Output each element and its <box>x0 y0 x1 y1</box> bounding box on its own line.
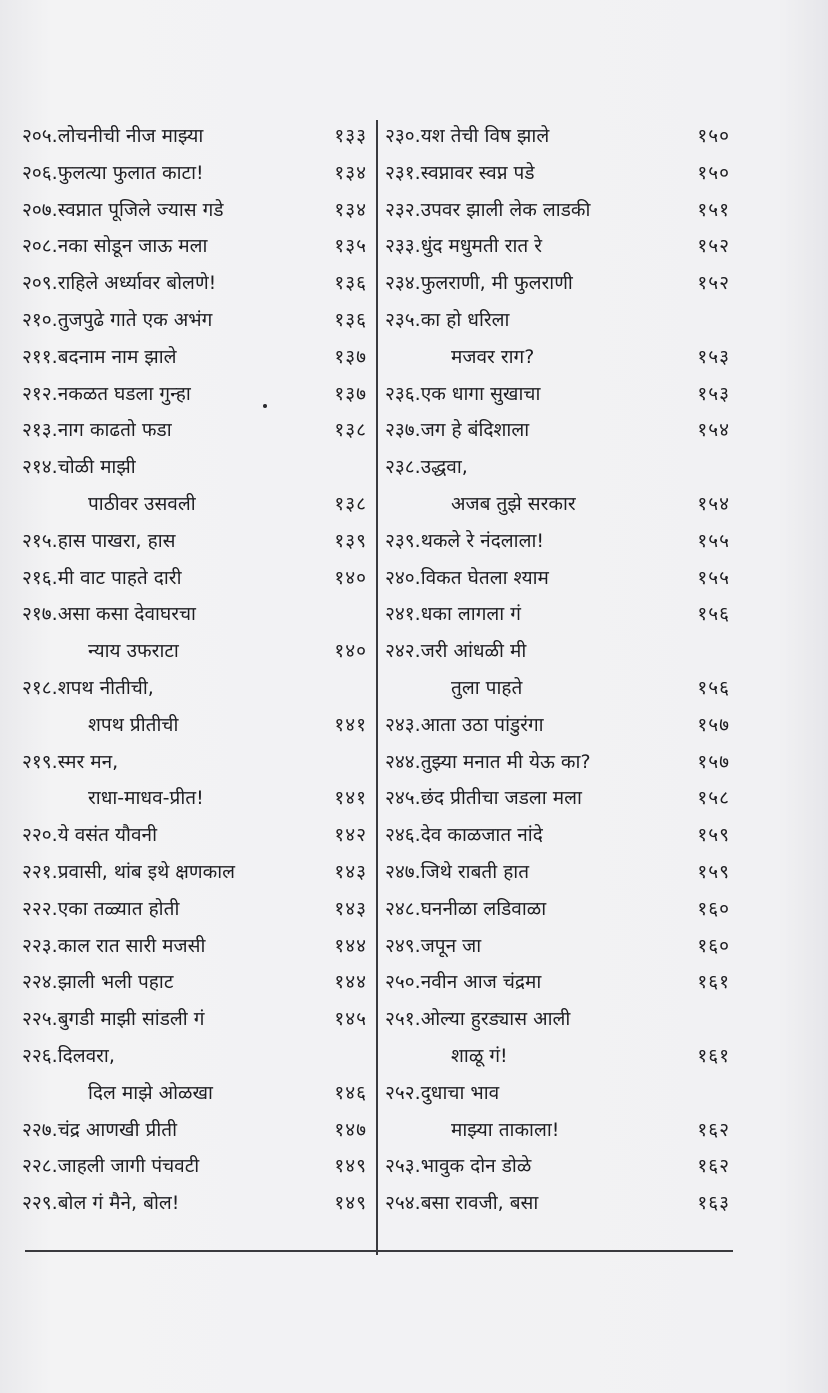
toc-entry-line <box>22 449 367 486</box>
toc-entry <box>22 1148 367 1185</box>
toc-entry-line <box>22 523 367 560</box>
entry-number: २५३. <box>385 1155 421 1178</box>
toc-entry-line <box>22 596 367 633</box>
entry-title: काल रात सारी मजसी <box>57 934 206 957</box>
page-number: १६० <box>697 897 730 920</box>
print-speck <box>263 404 267 408</box>
page-number: १५१ <box>697 198 730 221</box>
page-number: १६१ <box>697 971 730 994</box>
toc-entry-line <box>385 891 730 928</box>
toc-entry <box>385 192 730 229</box>
entry-title: यश तेची विष झाले <box>420 125 550 147</box>
toc-entry <box>385 412 730 449</box>
entry-title: थकले रे नंदलाला! <box>420 529 545 552</box>
toc-entry-line <box>22 560 367 597</box>
entry-number: २२६. <box>22 1044 58 1067</box>
toc-entry-line <box>385 964 730 1001</box>
entry-number: २३२. <box>385 198 421 221</box>
page-number: १४१ <box>334 787 367 810</box>
page-number: १५९ <box>697 824 730 847</box>
page-number: १५० <box>697 125 730 147</box>
toc-entry-line <box>385 596 730 633</box>
page-number: १५३ <box>697 382 730 405</box>
entry-title: धुंद मधुमती रात रे <box>420 235 543 258</box>
toc-entry-continuation <box>385 670 730 707</box>
entry-title: तुझ्या मनात मी येऊ का? <box>420 750 591 773</box>
entry-number: २३९. <box>385 529 421 552</box>
entry-number: २२३. <box>22 934 58 957</box>
entry-title: दिलवरा, <box>57 1044 115 1067</box>
page-number: १५० <box>697 161 730 184</box>
page-number: १५४ <box>697 492 730 515</box>
toc-entry <box>385 560 730 597</box>
page-number: १३६ <box>334 272 367 295</box>
toc-entry <box>22 192 367 229</box>
toc-entry-line <box>385 449 730 486</box>
entry-number: २१३. <box>22 419 58 442</box>
entry-number: २४०. <box>385 566 421 589</box>
page-number: १५६ <box>697 603 730 626</box>
toc-entry-line <box>22 265 367 302</box>
page-number: १५६ <box>697 676 730 699</box>
toc-entry-line <box>385 155 730 192</box>
toc-entry-continuation <box>385 1038 730 1075</box>
toc-entry-line <box>22 1148 367 1185</box>
page-number: १६२ <box>697 1155 730 1178</box>
entry-number: २२८. <box>22 1155 58 1178</box>
page-number: १३७ <box>334 345 367 368</box>
entry-number: २३३. <box>385 235 421 258</box>
toc-entry-line <box>22 817 367 854</box>
toc-entry <box>22 376 367 413</box>
entry-title: जिथे राबती हात <box>420 860 530 883</box>
entry-title: उपवर झाली लेक लाडकी <box>420 198 591 221</box>
page-number: १४१ <box>334 713 367 736</box>
entry-title: जरी आंधळी मी <box>420 640 527 663</box>
toc-entry <box>22 265 367 302</box>
toc-entry-continuation <box>22 486 367 523</box>
entry-title: विकत घेतला श्याम <box>420 566 549 589</box>
page-number: १५२ <box>697 272 730 295</box>
entry-number: २१७. <box>22 603 58 626</box>
page-number: १५५ <box>697 529 730 552</box>
entry-title: आता उठा पांडुरंगा <box>420 713 544 736</box>
toc-entry-line <box>385 1148 730 1185</box>
entry-number: २०७. <box>22 198 58 221</box>
entry-title: देव काळजात नांदे <box>420 824 543 847</box>
entry-title: तुला पाहते <box>451 676 523 699</box>
toc-entry-line <box>385 854 730 891</box>
entry-number: २३८. <box>385 456 421 479</box>
toc-entry-line <box>22 744 367 781</box>
toc-left-column <box>22 118 367 1222</box>
entry-number: २०६. <box>22 161 58 184</box>
page-number: १३८ <box>334 492 367 515</box>
toc-entry <box>385 854 730 891</box>
entry-number: २४३. <box>385 713 421 736</box>
entry-number: २४४. <box>385 750 421 773</box>
entry-title: नाग काढतो फडा <box>57 419 172 442</box>
entry-number: २४५. <box>385 787 421 810</box>
toc-entry-line <box>385 707 730 744</box>
toc-entry-continuation <box>385 339 730 376</box>
toc-entry-continuation <box>22 707 367 744</box>
entry-title: नका सोडून जाऊ मला <box>57 235 208 258</box>
toc-entry <box>385 228 730 265</box>
column-divider <box>376 120 378 1255</box>
toc-entry <box>22 1001 367 1038</box>
toc-entry-line <box>385 817 730 854</box>
toc-entry-line <box>22 1038 367 1075</box>
entry-number: २३४. <box>385 272 421 295</box>
entry-number: २५४. <box>385 1192 421 1215</box>
toc-entry <box>22 596 367 670</box>
toc-entry-line <box>22 1001 367 1038</box>
toc-entry-line <box>22 1185 367 1222</box>
entry-title: बसा रावजी, बसा <box>420 1192 539 1215</box>
page-number: १५४ <box>697 419 730 442</box>
page-number: १४३ <box>334 897 367 920</box>
entry-title: झाली भली पहाट <box>57 971 174 994</box>
toc-entry <box>22 449 367 523</box>
toc-entry-line <box>385 1075 730 1112</box>
entry-title: का हो धरिला <box>420 308 510 331</box>
entry-number: २३७. <box>385 419 421 442</box>
page-number: १३८ <box>334 419 367 442</box>
toc-entry <box>385 376 730 413</box>
entry-number: २२७. <box>22 1118 58 1141</box>
toc-entry-continuation <box>22 780 367 817</box>
toc-entry-line <box>385 302 730 339</box>
entry-number: २२२. <box>22 897 58 920</box>
page-number: १५८ <box>697 787 730 810</box>
entry-title: धका लागला गं <box>420 603 521 626</box>
toc-entry-line <box>385 228 730 265</box>
page-number: १४० <box>334 640 367 663</box>
page-number: १४७ <box>334 1118 367 1141</box>
toc-entry <box>22 339 367 376</box>
toc-entry <box>22 670 367 744</box>
entry-title: ओल्या हुरड्यास आली <box>420 1008 571 1031</box>
page-number: १३३ <box>334 125 367 147</box>
toc-entry-line <box>385 118 730 155</box>
entry-number: २५०. <box>385 971 421 994</box>
toc-entry <box>385 523 730 560</box>
page-number: १३४ <box>334 161 367 184</box>
entry-title: बदनाम नाम झाले <box>57 345 177 368</box>
toc-entry <box>22 817 367 854</box>
entry-number: २०८. <box>22 235 58 258</box>
toc-entry-line <box>22 412 367 449</box>
entry-number: २१२. <box>22 382 58 405</box>
toc-entry-line <box>385 376 730 413</box>
entry-title: अजब तुझे सरकार <box>451 492 576 515</box>
toc-entry <box>22 744 367 818</box>
entry-number: २०९. <box>22 272 58 295</box>
entry-title: प्रवासी, थांब इथे क्षणकाल <box>57 860 236 883</box>
toc-entry-line <box>385 1001 730 1038</box>
entry-number: २१०. <box>22 308 58 331</box>
toc-entry-line <box>385 412 730 449</box>
toc-entry <box>385 1185 730 1222</box>
page-number: १४३ <box>334 860 367 883</box>
entry-title: राधा-माधव-प्रीत! <box>88 787 204 810</box>
toc-entry <box>22 854 367 891</box>
entry-title: तुजपुढे गाते एक अभंग <box>57 308 213 331</box>
entry-number: २०५. <box>22 125 58 147</box>
entry-number: २२०. <box>22 824 58 847</box>
page-number: १५५ <box>697 566 730 589</box>
page-number: १४४ <box>334 934 367 957</box>
entry-title: स्वप्नावर स्वप्न पडे <box>420 161 535 184</box>
toc-entry <box>385 265 730 302</box>
entry-title: चंद्र आणखी प्रीती <box>57 1118 178 1141</box>
toc-entry-line <box>385 928 730 965</box>
toc-entry <box>22 412 367 449</box>
page-number: १४२ <box>334 824 367 847</box>
toc-entry-line <box>385 1185 730 1222</box>
toc-entry <box>385 155 730 192</box>
page-number: १५७ <box>697 713 730 736</box>
toc-entry <box>22 891 367 928</box>
entry-number: २२१. <box>22 860 58 883</box>
toc-entry <box>22 302 367 339</box>
toc-entry-line <box>22 192 367 229</box>
toc-entry <box>385 964 730 1001</box>
toc-entry-continuation <box>385 1112 730 1149</box>
page-number: १६० <box>697 934 730 957</box>
toc-entry <box>22 523 367 560</box>
toc-entry-line <box>22 854 367 891</box>
entry-title: बुगडी माझी सांडली गं <box>57 1008 205 1031</box>
entry-title: छंद प्रीतीचा जडला मला <box>420 787 582 810</box>
toc-entry <box>385 891 730 928</box>
entry-number: २४९. <box>385 934 421 957</box>
page-number: १५३ <box>697 345 730 368</box>
toc-entry-line <box>385 780 730 817</box>
toc-entry-line <box>385 265 730 302</box>
toc-entry-continuation <box>22 1075 367 1112</box>
toc-entry-line <box>385 192 730 229</box>
entry-title: ये वसंत यौवनी <box>57 824 157 847</box>
entry-title: जाहली जागी पंचवटी <box>57 1155 200 1178</box>
toc-entry <box>22 228 367 265</box>
entry-title: पाठीवर उसवली <box>88 492 196 515</box>
page-number: १६१ <box>697 1044 730 1067</box>
toc-entry <box>385 302 730 376</box>
toc-entry <box>22 155 367 192</box>
entry-number: २३६. <box>385 382 421 405</box>
entry-number: २१४. <box>22 456 58 479</box>
toc-entry-line <box>385 633 730 670</box>
entry-number: २२५. <box>22 1008 58 1031</box>
toc-entry <box>385 707 730 744</box>
entry-number: २२४. <box>22 971 58 994</box>
entry-number: २५१. <box>385 1008 421 1031</box>
toc-entry <box>385 780 730 817</box>
entry-number: २४२. <box>385 640 421 663</box>
entry-title: मी वाट पाहते दारी <box>57 566 182 589</box>
page-number: १४९ <box>334 1192 367 1215</box>
entry-title: भावुक दोन डोळे <box>420 1155 532 1178</box>
entry-number: २३५. <box>385 308 421 331</box>
entry-number: २५२. <box>385 1081 421 1104</box>
page-number: १३५ <box>334 235 367 258</box>
toc-entry-continuation <box>385 486 730 523</box>
toc-entry <box>385 928 730 965</box>
toc-entry-line <box>22 928 367 965</box>
entry-title: हास पाखरा, हास <box>57 529 176 552</box>
entry-title: बोल गं मैने, बोल! <box>57 1192 180 1215</box>
entry-title: फुलराणी, मी फुलराणी <box>420 272 573 295</box>
entry-title: फुलत्या फुलात काटा! <box>57 161 204 184</box>
toc-entry-continuation <box>22 633 367 670</box>
entry-number: २४८. <box>385 897 421 920</box>
toc-entry <box>385 633 730 707</box>
entry-number: २४१. <box>385 603 421 626</box>
entry-title: चोळी माझी <box>57 456 136 479</box>
toc-entry <box>385 817 730 854</box>
entry-title: एक धागा सुखाचा <box>420 382 541 405</box>
toc-entry <box>385 449 730 523</box>
page-number: १६२ <box>697 1118 730 1141</box>
page-number: १५७ <box>697 750 730 773</box>
entry-title: राहिले अर्ध्यावर बोलणे! <box>57 272 217 295</box>
entry-title: माझ्या ताकाला! <box>451 1118 560 1141</box>
toc-entry <box>22 964 367 1001</box>
toc-entry-line <box>385 744 730 781</box>
entry-title: लोचनीची नीज माझ्या <box>57 125 204 147</box>
footer-rule <box>25 1250 733 1252</box>
toc-entry <box>385 118 730 155</box>
entry-title: एका तळ्यात होती <box>57 897 180 920</box>
page-number: १३६ <box>334 308 367 331</box>
entry-title: स्मर मन, <box>57 750 119 773</box>
toc-entry-line <box>22 670 367 707</box>
page-number: १४५ <box>334 1008 367 1031</box>
page-number: १३९ <box>334 529 367 552</box>
entry-title: दुधाचा भाव <box>420 1081 500 1104</box>
entry-title: दिल माझे ओळखा <box>88 1081 213 1104</box>
toc-entry-line <box>22 155 367 192</box>
entry-title: शपथ नीतीची, <box>57 676 154 699</box>
toc-entry <box>22 1112 367 1149</box>
toc-entry-line <box>22 339 367 376</box>
page-number: १४४ <box>334 971 367 994</box>
entry-number: २१९. <box>22 750 58 773</box>
entry-title: जग हे बंदिशाला <box>420 419 530 442</box>
entry-title: घननीळा लडिवाळा <box>420 897 547 920</box>
entry-title: उद्धवा, <box>420 456 468 479</box>
page-number: १५२ <box>697 235 730 258</box>
toc-entry <box>22 928 367 965</box>
toc-entry-line <box>22 891 367 928</box>
entry-title: असा कसा देवाघरचा <box>57 603 196 626</box>
toc-entry-line <box>22 1112 367 1149</box>
toc-entry <box>385 596 730 633</box>
toc-entry-line <box>385 523 730 560</box>
toc-entry <box>22 118 367 155</box>
entry-number: २३०. <box>385 125 421 147</box>
toc-entry-line <box>385 560 730 597</box>
toc-entry <box>385 1075 730 1149</box>
entry-title: जपून जा <box>420 934 482 957</box>
entry-title: शाळू गं! <box>451 1044 508 1067</box>
page-number: १४९ <box>334 1155 367 1178</box>
toc-entry <box>22 1038 367 1112</box>
toc-entry-line <box>22 228 367 265</box>
entry-title: न्याय उफराटा <box>88 640 179 663</box>
entry-number: २२९. <box>22 1192 58 1215</box>
entry-number: २१६. <box>22 566 58 589</box>
page-number: १६३ <box>697 1192 730 1215</box>
entry-number: २१५. <box>22 529 58 552</box>
page-number: १३७ <box>334 382 367 405</box>
page-number: १४० <box>334 566 367 589</box>
entry-number: २३१. <box>385 161 421 184</box>
toc-right-column <box>385 118 730 1222</box>
page-number: १३४ <box>334 198 367 221</box>
entry-number: २१८. <box>22 676 58 699</box>
entry-title: शपथ प्रीतीची <box>88 713 179 736</box>
toc-entry <box>22 1185 367 1222</box>
toc-entry <box>385 1148 730 1185</box>
entry-number: २४७. <box>385 860 421 883</box>
toc-entry-line <box>22 302 367 339</box>
entry-number: २११. <box>22 345 58 368</box>
entry-title: नवीन आज चंद्रमा <box>420 971 542 994</box>
toc-entry <box>22 560 367 597</box>
page-number: १५९ <box>697 860 730 883</box>
entry-title: स्वप्नात पूजिले ज्यास गडे <box>57 198 224 221</box>
entry-number: २४६. <box>385 824 421 847</box>
entry-title: मजवर राग? <box>451 345 535 368</box>
toc-entry-line <box>22 376 367 413</box>
page-number: १४६ <box>334 1081 367 1104</box>
toc-entry-line <box>22 964 367 1001</box>
toc-entry-line <box>22 118 367 155</box>
toc-entry <box>385 1001 730 1075</box>
toc-entry <box>385 744 730 781</box>
entry-title: नकळत घडला गुन्हा <box>57 382 191 405</box>
